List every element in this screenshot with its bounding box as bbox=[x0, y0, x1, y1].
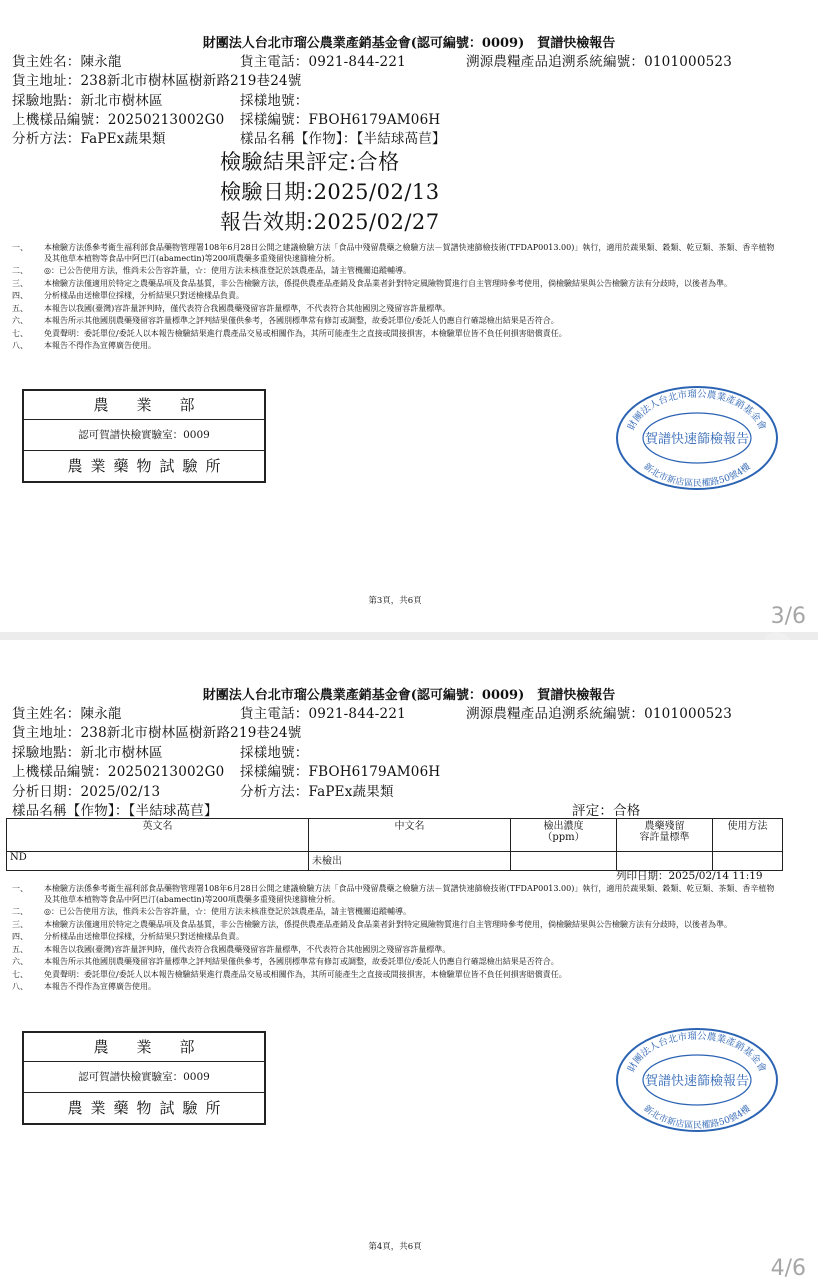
col-chinese-name: 中文名 bbox=[309, 819, 511, 852]
agri-lab-number: 認可賀譜快檢實驗室：0009 bbox=[24, 421, 264, 451]
collect-site: 採樣地號： bbox=[240, 745, 309, 761]
owner-address: 貨主地址：238新北市樹林區樹新路219巷24號 bbox=[12, 725, 302, 741]
note-item: 四、 分析樣品由送檢單位採樣，分析結果只對送檢樣品負責。 bbox=[12, 291, 244, 300]
note-item: 八、 本報告不得作為宣傳廣告使用。 bbox=[12, 982, 156, 991]
collect-number: 採樣編號：FBOH6179AM06H bbox=[240, 764, 441, 780]
test-date: 檢驗日期:2025/02/13 bbox=[220, 180, 440, 204]
col-usage: 使用方法 bbox=[713, 819, 783, 852]
note-item: 二、 ◎：已公告使用方法，惟尚未公告容許量，☆：使用方法未核准登記於該農產品，請主管機關追蹤輔導。 bbox=[12, 907, 411, 916]
svg-text:新北市新店區民權路50號4樓: 新北市新店區民權路50號4樓 bbox=[641, 461, 753, 490]
valid-date: 報告效期:2025/02/27 bbox=[220, 210, 440, 234]
note-item: 七、 免責聲明：委託單位/委託人以本報告檢驗結果進行農產品交易或相關作為，其所可能產生之直接或間接損害，本檢驗單位皆不負任何損害賠償責任。 bbox=[12, 969, 567, 979]
note-item: 一、 本檢驗方法係參考衛生福利部食品藥物管理署108年6月28日公開之建議檢驗方法「食品中殘留農藥之檢驗方法－賀譜快速篩檢技術(TFDAP0013.00)」執行，適用於蔬果類、穀類、乾豆類、茶類、香辛植物及其他草本植物等食品中阿巴汀(abamectin)等200項農藥多重殘留快速篩檢分析。 bbox=[12, 243, 775, 263]
svg-text:賀譜快速篩檢報告: 賀譜快速篩檢報告 bbox=[644, 1074, 750, 1089]
collect-number: 採樣編號：FBOH6179AM06H bbox=[240, 112, 441, 128]
sample-site: 採驗地點：新北市樹林區 bbox=[12, 745, 163, 761]
report-title: 財團法人台北市瑠公農業產銷基金會(認可編號：0009) 賀譜快檢報告 bbox=[202, 36, 616, 51]
page-indicator: 4/6 bbox=[770, 1256, 806, 1281]
note-item: 三、 本檢驗方法僅適用於特定之農藥品項及食品基質，非公告檢驗方法，係提供農產品產銷及食品業者針對特定風險物質進行自主管理時參考使用，倘檢驗結果與公告檢驗方法有分歧時，以後者為準。 bbox=[12, 919, 732, 929]
svg-text:財團法人台北市瑠公農業產銷基金會: 財團法人台北市瑠公農業產銷基金會 bbox=[626, 388, 768, 432]
notes-list bbox=[12, 243, 782, 354]
trace-number: 溯源農糧產品追溯系統編號：0101000523 bbox=[466, 54, 732, 70]
note-item: 六、 本報告所示其他國別農藥殘留容許量標準之評判結果僅供參考，各國別標準常有修訂或調整，故委託單位/委託人仍應自行確認檢出結果是否符合。 bbox=[12, 957, 559, 966]
agri-name: 農業部 bbox=[24, 391, 264, 420]
print-date: 列印日期：2025/02/14 11:19 bbox=[616, 870, 763, 882]
owner-phone: 貨主電話：0921-844-221 bbox=[240, 54, 406, 70]
note-item: 五、 本報告以我國(臺灣)容許量評判時，僅代表符合我國農藥殘留容許量標準，不代表符合其他國別之殘留容許量標準。 bbox=[12, 303, 451, 313]
agri-ministry-box bbox=[22, 1031, 266, 1125]
owner-phone: 貨主電話：0921-844-221 bbox=[240, 706, 406, 722]
sample-item: 樣品名稱【作物】：【半結球萵苣】 bbox=[240, 131, 446, 147]
cell-chinese: 未檢出 bbox=[309, 852, 511, 871]
note-item: 六、 本報告所示其他國別農藥殘留容許量標準之評判結果僅供參考，各國別標準常有修訂或調整，故委託單位/委託人仍應自行確認檢出結果是否符合。 bbox=[12, 316, 559, 325]
result-verdict: 檢驗結果評定:合格 bbox=[220, 150, 400, 174]
note-item: 二、 ◎：已公告使用方法，惟尚未公告容許量，☆：使用方法未核准登記於該農產品，請主管機關追蹤輔導。 bbox=[12, 266, 411, 275]
col-tolerance-label: 農藥殘留 容許量標準 bbox=[639, 821, 690, 843]
note-item: 三、 本檢驗方法僅適用於特定之農藥品項及食品基質，非公告檢驗方法，係提供農產品產銷及食品業者針對特定風險物質進行自主管理時參考使用，倘檢驗結果與公告檢驗方法有分歧時，以後者為準。 bbox=[12, 278, 732, 288]
cell-english: ND bbox=[7, 852, 309, 871]
owner-name: 貨主姓名：陳永龍 bbox=[12, 706, 122, 722]
note-item: 一、 本檢驗方法係參考衛生福利部食品藥物管理署108年6月28日公開之建議檢驗方法「食品中殘留農藥之檢驗方法－賀譜快速篩檢技術(TFDAP0013.00)」執行，適用於蔬果類、穀類、乾豆類、茶類、香辛植物及其他草本植物等食品中阿巴汀(abamectin)等200項農藥多重殘留快速篩檢分析。 bbox=[12, 884, 775, 904]
cell-concentration bbox=[511, 852, 617, 871]
note-item: 四、 分析樣品由送檢單位採樣，分析結果只對送檢樣品負責。 bbox=[12, 932, 244, 941]
agri-ministry-box bbox=[22, 389, 266, 483]
collect-site: 採樣地號： bbox=[240, 93, 309, 109]
note-item: 五、 本報告以我國(臺灣)容許量評判時，僅代表符合我國農藥殘留容許量標準，不代表符合其他國別之殘留容許量標準。 bbox=[12, 944, 451, 954]
col-english-name: 英文名 bbox=[7, 819, 309, 852]
analysis-method: 分析方法：FaPEx蔬果類 bbox=[240, 784, 394, 800]
notes-list bbox=[12, 884, 782, 995]
note-item: 八、 本報告不得作為宣傳廣告使用。 bbox=[12, 341, 156, 350]
col-tolerance bbox=[617, 819, 713, 852]
agri-lab-number: 認可賀譜快檢實驗室：0009 bbox=[24, 1063, 264, 1093]
report-page-4 bbox=[0, 640, 818, 1280]
seal-stamp bbox=[614, 384, 780, 492]
residue-table bbox=[6, 818, 783, 871]
analysis-date: 分析日期：2025/02/13 bbox=[12, 784, 161, 800]
agri-name: 農業部 bbox=[24, 1033, 264, 1062]
owner-address: 貨主地址：238新北市樹林區樹新路219巷24號 bbox=[12, 73, 302, 89]
page-separator bbox=[0, 632, 818, 640]
table-header-row bbox=[7, 819, 783, 852]
page-footer: 第3頁，共6頁 bbox=[368, 596, 422, 606]
agri-lab-name: 農業藥物試驗所 bbox=[67, 1099, 229, 1117]
svg-text:財團法人台北市瑠公農業產銷基金會: 財團法人台北市瑠公農業產銷基金會 bbox=[626, 1030, 768, 1074]
report-page-3 bbox=[0, 0, 818, 632]
svg-text:賀譜快速篩檢報告: 賀譜快速篩檢報告 bbox=[644, 432, 750, 447]
analysis-method: 分析方法：FaPEx蔬果類 bbox=[12, 131, 166, 147]
col-concentration bbox=[511, 819, 617, 852]
seal-stamp bbox=[614, 1026, 780, 1134]
page-indicator: 3/6 bbox=[770, 604, 806, 629]
note-item: 七、 免責聲明：委託單位/委託人以本報告檢驗結果進行農產品交易或相關作為，其所可能產生之直接或間接損害，本檢驗單位皆不負任何損害賠償責任。 bbox=[12, 328, 567, 338]
owner-name: 貨主姓名：陳永龍 bbox=[12, 54, 122, 70]
page-footer: 第4頁，共6頁 bbox=[368, 1242, 422, 1252]
sample-site: 採驗地點：新北市樹林區 bbox=[12, 93, 163, 109]
report-title: 財團法人台北市瑠公農業產銷基金會(認可編號：0009) 賀譜快檢報告 bbox=[202, 688, 616, 703]
agri-lab-name: 農業藥物試驗所 bbox=[67, 457, 229, 475]
upload-number: 上機樣品編號：20250213002G0 bbox=[12, 764, 225, 780]
verdict: 評定：合格 bbox=[572, 803, 641, 819]
upload-number: 上機樣品編號：20250213002G0 bbox=[12, 112, 225, 128]
svg-text:新北市新店區民權路50號4樓: 新北市新店區民權路50號4樓 bbox=[641, 1103, 753, 1132]
col-concentration-label: 檢出濃度 （ppm） bbox=[542, 821, 585, 843]
sample-item: 樣品名稱【作物】：【半結球萵苣】 bbox=[12, 803, 218, 819]
trace-number: 溯源農糧產品追溯系統編號：0101000523 bbox=[466, 706, 732, 722]
